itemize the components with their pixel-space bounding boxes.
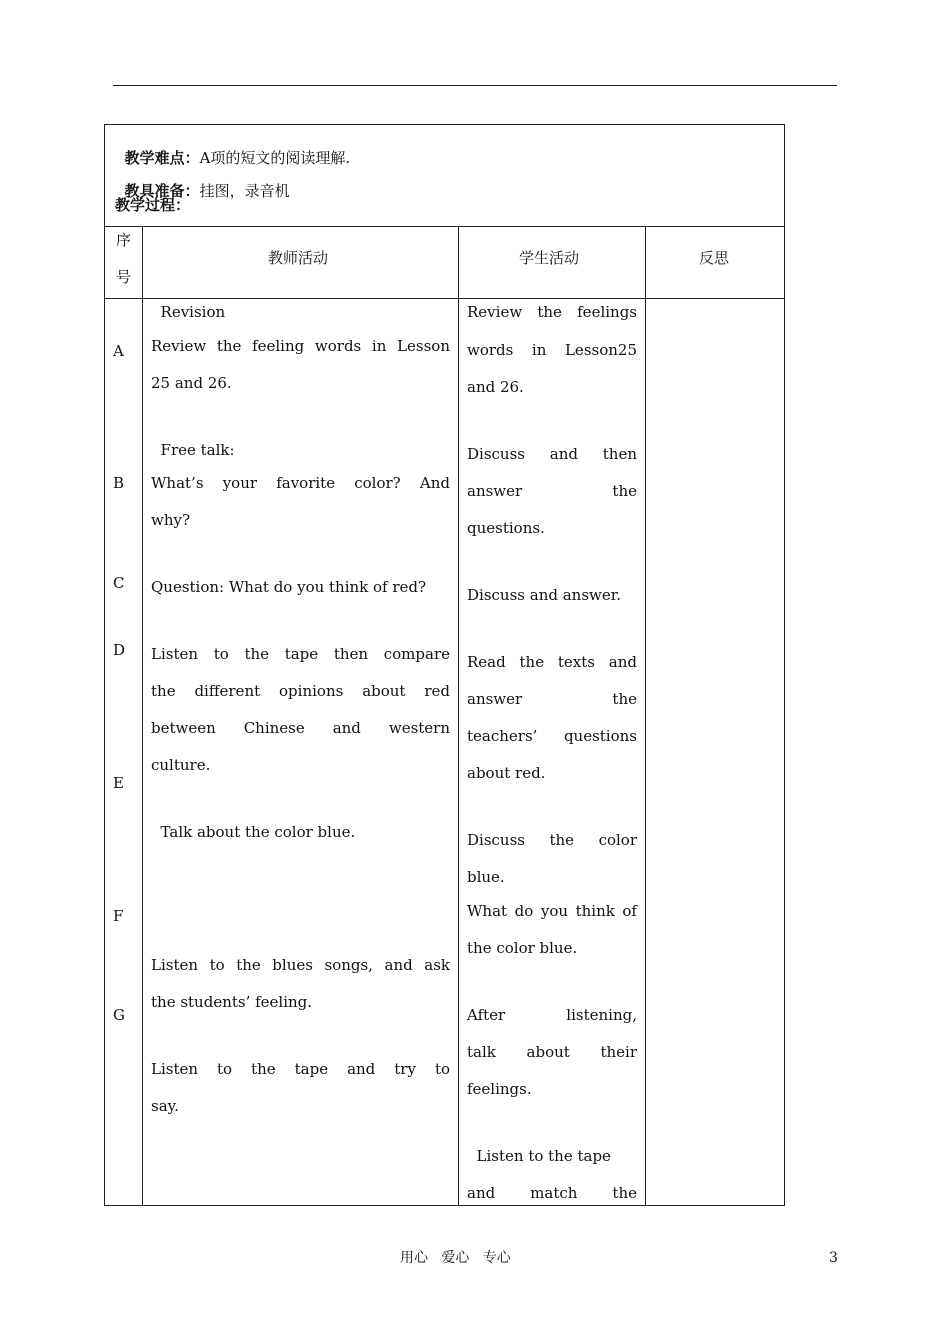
student-line: words in Lesson25 [467,341,637,359]
seq-label: C [113,574,125,592]
col-header-seq-1: 序 [116,231,132,249]
teacher-line: Question: What do you think of red? [151,578,427,596]
student-line: Review the feelings [467,303,637,321]
teacher-line: Listen to the blues songs, and ask [151,956,450,974]
footer-motto: 用心 爱心 专心 [400,1250,511,1266]
seq-label: F [113,907,124,925]
col-header-student: 学生活动 [519,249,580,267]
teacher-line: the different opinions about red [151,682,450,700]
seq-label: E [113,774,124,792]
student-line: After listening, [467,1006,637,1024]
student-line: Listen to the tape [467,1147,611,1165]
student-line: What do you think of [467,902,637,920]
student-line: answer the [467,690,637,708]
seq-label: D [113,641,126,659]
col-header-teacher: 教师活动 [268,249,329,267]
col-divider-3 [645,226,646,1206]
teacher-line: Listen to the tape then compare [151,645,450,663]
difficulty-text: A项的短文的阅读理解. [199,149,351,167]
student-line: feelings. [467,1080,532,1098]
teacher-line: Listen to the tape and try to [151,1060,450,1078]
seq-label: B [113,474,125,492]
student-line: and 26. [467,378,524,396]
seq-label: A [113,342,124,360]
header-row-divider [104,298,785,299]
student-line: Discuss and answer. [467,586,622,604]
student-line: Discuss and then [467,445,637,463]
student-line: teachers’ questions [467,727,637,745]
col-divider-2 [458,226,459,1206]
teacher-line: Revision [151,303,226,321]
student-line: questions. [467,519,545,537]
student-line: and match the [467,1184,637,1202]
teacher-line: the students’ feeling. [151,993,313,1011]
equipment-text: 挂图，录音机 [199,182,290,200]
seq-label: G [113,1006,125,1024]
student-line: Discuss the color [467,831,637,849]
teacher-line: What’s your favorite color? And [151,474,450,492]
teacher-line: why? [151,511,191,529]
equipment-label: 教具准备： [124,182,200,200]
teacher-line: say. [151,1097,179,1115]
teacher-line: Review the feeling words in Lesson [151,337,450,355]
student-line: about red. [467,764,546,782]
col-header-seq-2: 号 [116,268,132,286]
teacher-line: Talk about the color blue. [151,823,356,841]
process-label: 教学过程： [115,196,191,214]
student-line: blue. [467,868,505,886]
teacher-line: culture. [151,756,211,774]
header-rule [113,85,837,86]
student-line: answer the [467,482,637,500]
page-number: 3 [829,1250,838,1266]
difficulty-label: 教学难点： [124,149,200,167]
teacher-line: 25 and 26. [151,374,232,392]
teacher-line: between Chinese and western [151,719,450,737]
student-line: the color blue. [467,939,578,957]
col-header-reflection: 反思 [699,249,730,267]
col-divider-1 [142,226,143,1206]
teacher-line: Free talk: [151,441,235,459]
student-line: Read the texts and [467,653,637,671]
student-line: talk about their [467,1043,637,1061]
